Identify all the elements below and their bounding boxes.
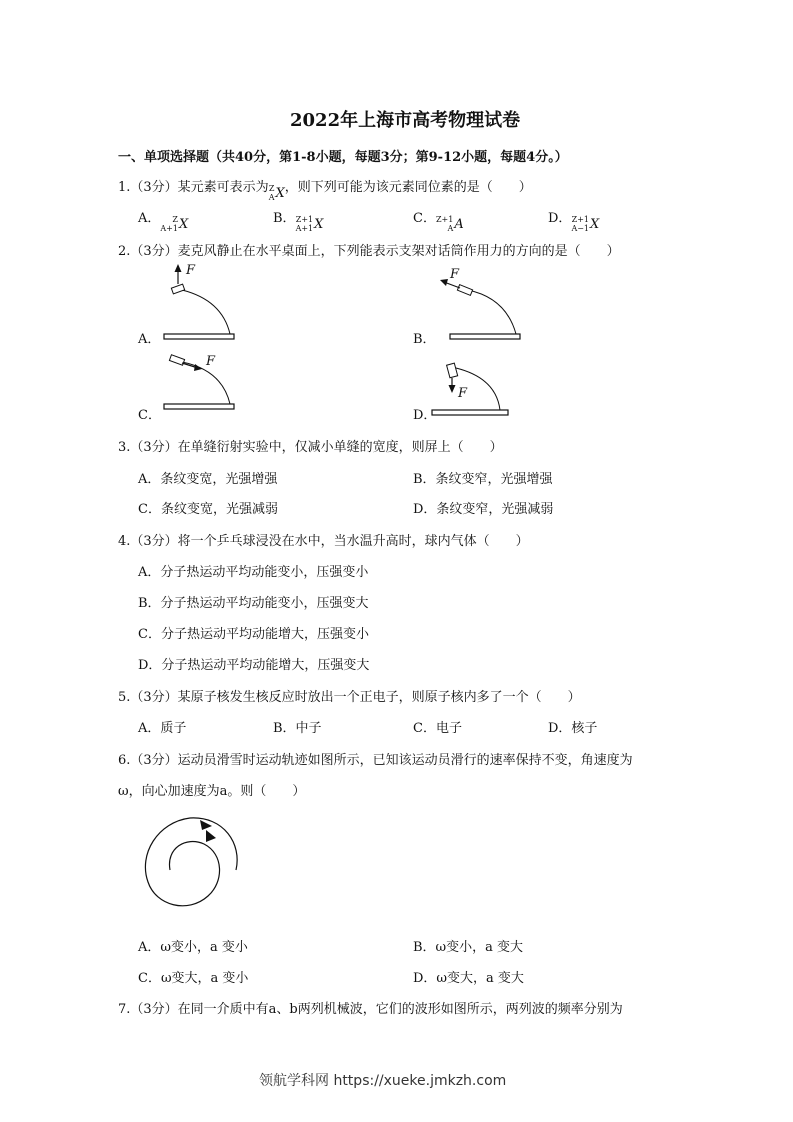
q1-option-nuclide [296,215,324,233]
mic-stand-arm [468,290,516,334]
q6-option-d[interactable]: D．ω变大，a 变大 [413,971,524,986]
force-label-a: F [186,263,196,278]
q1-option-top: Z [172,215,178,224]
q2-option-a-label[interactable]: A． [138,332,161,347]
question-6-stem-line2: ω，向心加速度为a。则（ ） [118,784,306,799]
q1-nuclide-bottom: A [268,193,275,202]
q1-option-a[interactable] [138,207,188,233]
q6-option-a[interactable]: A．ω变小，a 变小 [138,940,248,955]
question-6-stem-line1: 6.（3分）运动员滑雪时运动轨迹如图所示，已知该运动员滑行的速率保持不变，角速度为 [118,753,633,768]
q3-option-c[interactable]: C．条纹变宽，光强减弱 [138,502,278,517]
q1-option-symbol: X [590,216,600,232]
q5-option-d[interactable]: D．核子 [548,721,598,736]
microphone [457,285,472,296]
q1-nuclide [269,184,285,202]
q5-option-c[interactable]: C．电子 [413,721,462,736]
q1-option-symbol: X [314,216,324,232]
q2-option-b-label[interactable]: B． [413,332,436,347]
q1-option-bottom: A+1 [160,224,178,233]
question-4-stem: 4.（3分）将一个乒乓球浸没在水中，当水温升高时，球内气体（ ） [118,534,529,549]
q1-option-label: D． [548,211,572,226]
q1-option-symbol: X [178,216,189,232]
q4-option-d[interactable]: D．分子热运动平均动能增大，压强变大 [138,658,370,673]
q2-figure-c [160,352,240,414]
q1-nuclide-symbol: X [275,185,285,201]
q1-option-top: Z+1 [571,215,590,224]
q4-option-c[interactable]: C．分子热运动平均动能增大，压强变小 [138,627,369,642]
force-label-b: F [450,267,460,282]
q3-option-d[interactable]: D．条纹变窄，光强减弱 [413,502,554,517]
q1-option-top: Z+1 [295,215,314,224]
q1-option-d[interactable] [548,207,599,233]
q5-option-b[interactable]: B．中子 [273,721,322,736]
force-label-d: F [458,386,468,401]
spiral-arrowhead-outer [200,820,212,830]
question-1-stem [118,176,532,202]
microphone [447,363,458,378]
desk-surface [164,334,234,339]
q5-option-a[interactable]: A．质子 [138,721,187,736]
desk-surface [432,410,508,415]
footer-watermark: 领航学科网 https://xueke.jmkzh.com [259,1073,507,1089]
force-label-c: F [206,354,216,369]
q2-figure-d [428,358,518,420]
force-arrowhead [175,264,182,272]
spiral-arrowhead-inner [206,830,216,842]
force-arrowhead [449,385,456,393]
q2-figure-a [160,262,240,342]
q4-option-b[interactable]: B．分子热运动平均动能变小，压强变大 [138,596,369,611]
q1-option-symbol: A [454,216,464,232]
q1-stem-suffix: ，则下列可能为该元素同位素的是（ ） [284,180,532,195]
spiral-track [145,818,237,906]
q1-nuclide-top: Z [268,184,275,193]
question-2-stem: 2.（3分）麦克风静止在水平桌面上，下列能表示支架对话筒作用力的方向的是（ ） [118,244,620,259]
q1-option-top: Z+1 [435,215,454,224]
q1-option-bottom: A [447,224,454,233]
q3-option-a[interactable]: A．条纹变宽，光强增强 [138,472,278,487]
page-title: 2022年上海市高考物理试卷 [290,110,521,131]
q4-option-a[interactable]: A．分子热运动平均动能变小，压强变小 [138,565,369,580]
q1-option-label: B． [273,211,296,226]
section-heading: 一、单项选择题（共40分，第1-8小题，每题3分；第9-12小题，每题4分。） [118,150,568,165]
question-3-stem: 3.（3分）在单缝衍射实验中，仅减小单缝的宽度，则屏上（ ） [118,440,503,455]
q2-option-c-label[interactable]: C． [138,408,161,423]
microphone [171,284,184,294]
q1-option-bottom: A−1 [571,224,590,233]
desk-surface [450,334,520,339]
q6-spiral-figure [130,808,250,928]
force-arrowhead [440,279,448,286]
mic-stand-arm [182,290,230,334]
q1-option-c[interactable] [413,207,464,233]
q1-option-b[interactable] [273,207,323,233]
q2-option-d-label[interactable]: D． [413,408,437,423]
q1-option-nuclide [571,215,599,233]
q1-stem-prefix: 1.（3分）某元素可表示为 [118,180,269,195]
q1-option-label: A． [138,211,161,226]
desk-surface [164,404,234,409]
q1-option-bottom: A+1 [295,224,314,233]
q6-option-c[interactable]: C．ω变大，a 变小 [138,971,249,986]
question-7-stem: 7.（3分）在同一介质中有a、b两列机械波，它们的波形如图所示，两列波的频率分别为 [118,1002,623,1017]
q1-option-label: C． [413,211,436,226]
q6-option-b[interactable]: B．ω变小，a 变大 [413,940,524,955]
q1-option-nuclide [160,215,188,233]
q3-option-b[interactable]: B．条纹变窄，光强增强 [413,472,553,487]
q1-option-nuclide [436,215,464,233]
question-5-stem: 5.（3分）某原子核发生核反应时放出一个正电子，则原子核内多了一个（ ） [118,690,581,705]
